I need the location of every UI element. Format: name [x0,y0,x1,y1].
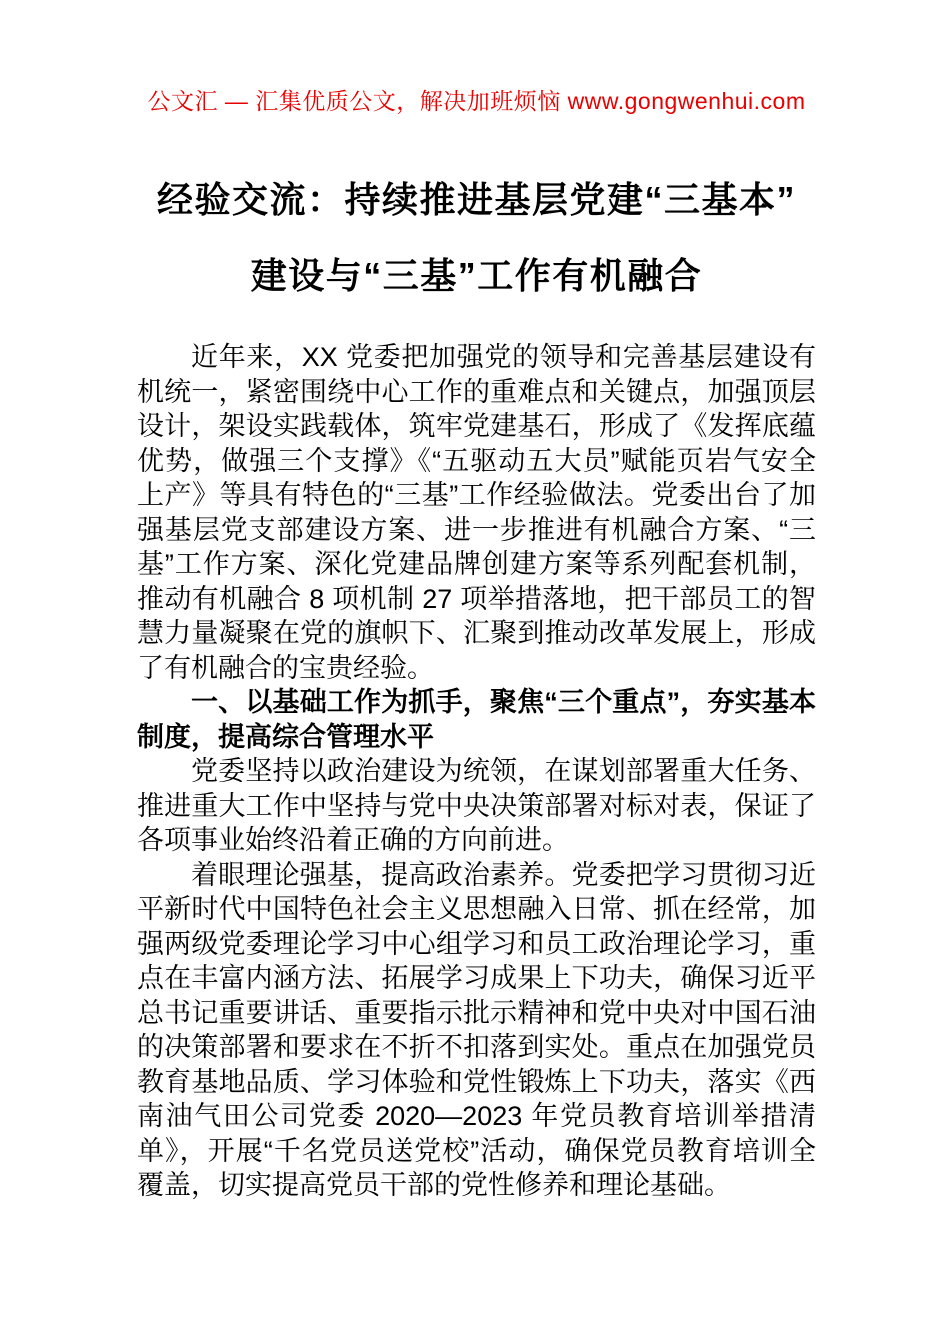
document-body [137,340,816,1203]
body-paragraph-intro: 近年来，XX 党委把加强党的领导和完善基层建设有机统一，紧密围绕中心工作的重难点和关键点，加强顶层设计，架设实践载体，筑牢党建基石，形成了《发挥底蕴优势，做强三个支撑》《“五驱动五大员”赋能页岩气安全上产》等具有特色的“三基”工作经验做法。党委出台了加强基层党支部建设方案、进一步推进有机融合方案、“三基”工作方案、深化党建品牌创建方案等系列配套机制，推动有机融合 8 项机制 27 项举措落地，把干部员工的智慧力量凝聚在党的旗帜下、汇聚到推动改革发展上，形成了有机融合的宝贵经验。 [137,342,816,683]
watermark-header: 公文汇 — 汇集优质公文，解决加班烦恼 www.gongwenhui.com [147,88,806,114]
body-paragraph-political: 党委坚持以政治建设为统领，在谋划部署重大任务、推进重大工作中坚持与党中央决策部署对标对表，保证了各项事业始终沿着正确的方向前进。 [137,756,816,855]
document-title [137,162,816,314]
document-title-line2: 建设与“三基”工作有机融合 [250,255,703,296]
body-paragraph-theory: 着眼理论强基，提高政治素养。党委把学习贯彻习近平新时代中国特色社会主义思想融入日常、抓在经常，加强两级党委理论学习中心组学习和员工政治理论学习，重点在丰富内涵方法、拓展学习成果上下功夫，确保习近平总书记重要讲话、重要指示批示精神和党中央对中国石油的决策部署和要求在不折不扣落到实处。重点在加强党员教育基地品质、学习体验和党性锻炼上下功夫，落实《西南油气田公司党委 2020—2023 年党员教育培训举措清单》，开展“千名党员送党校”活动，确保党员教育培训全覆盖，切实提高党员干部的党性修养和理论基础。 [137,859,816,1200]
document-title-line1: 经验交流：持续推进基层党建“三基本” [156,179,796,220]
section-heading-1: 一、以基础工作为抓手，聚焦“三个重点”，夯实基本制度，提高综合管理水平 [137,687,816,752]
